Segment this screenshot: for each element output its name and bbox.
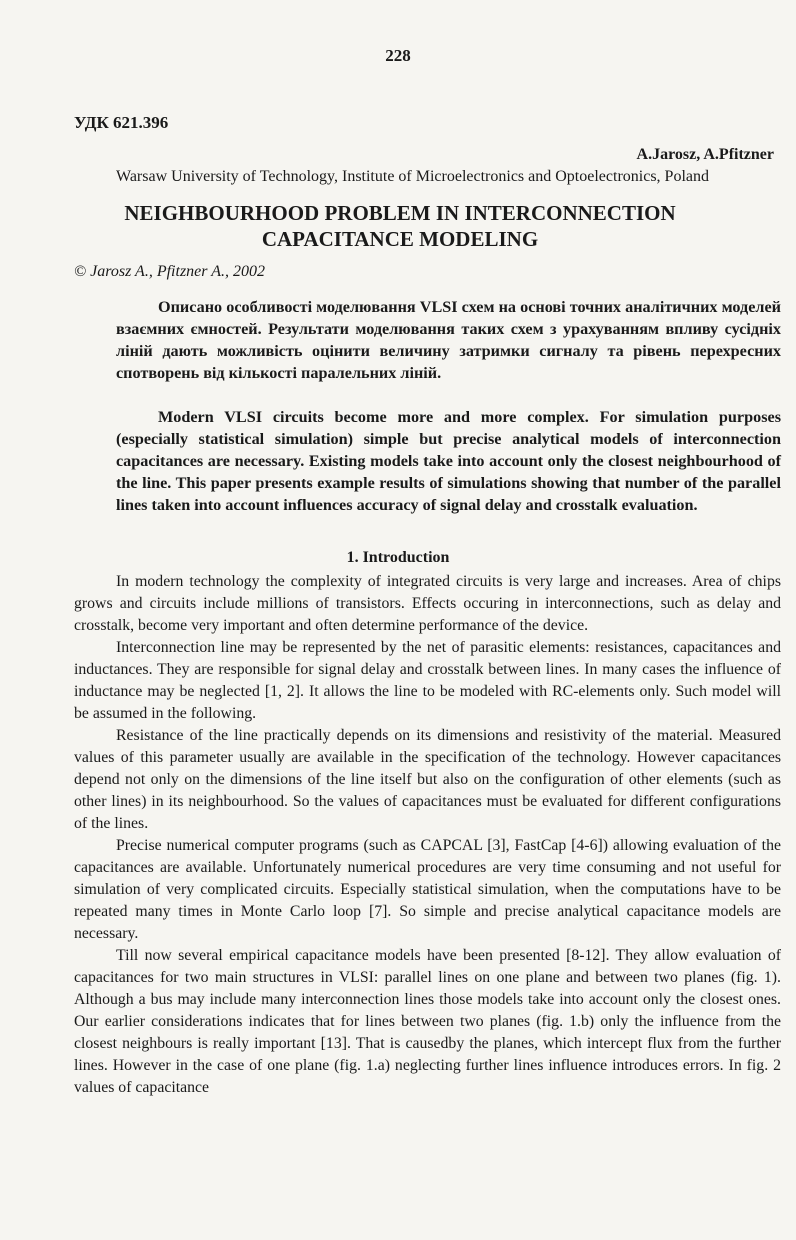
body-text [74, 571, 781, 1099]
paper-title [60, 200, 740, 252]
paragraph: Resistance of the line practically depends on its dimensions and resistivity of the material. Measured values of this parameter usually are available in the specification of the technology. However capacitances depend not only on the dimensions of the line itself but also on the configuration of other elements (such as other lines) in its neighbourhood. So the values of capacitances must be evaluated for different configurations of the lines. [74, 727, 781, 832]
paragraph: Till now several empirical capacitance models have been presented [8-12]. They allow evaluation of capacitances for two main structures in VLSI: parallel lines on one plane and between two planes (fig. 1). Although a bus may include many interconnection lines those models take into account only the closest ones. Our earlier considerations indicates that for lines between two planes (fig. 1.b) only the influence from the closest neighbours is really important [13]. That is causedby the planes, which intercept flux from the further lines. However in the case of one plane (fig. 1.a) neglecting further lines influence introduces errors. In fig. 2 values of capacitance [74, 947, 781, 1096]
title-line-1: NEIGHBOURHOOD PROBLEM IN INTERCONNECTION [124, 201, 676, 225]
section-heading: 1. Introduction [346, 549, 450, 566]
affiliation: Warsaw University of Technology, Institute of Microelectronics and Optoelectronics, Poland [116, 168, 709, 185]
page-number: 228 [385, 46, 411, 65]
paragraph: Precise numerical computer programs (such as CAPCAL [3], FastCap [4-6]) allowing evaluation of the capacitances are available. Unfortunately numerical procedures are very time consuming and not useful for simulation of very complicated circuits. Especially statistical simulation, when the computations have to be repeated many times in Monte Carlo loop [7]. So simple and precise analytical capacitance models are necessary. [74, 837, 781, 942]
authors: A.Jarosz, A.Pfitzner [636, 146, 774, 163]
abstract-english: Modern VLSI circuits become more and more complex. For simulation purposes (especially statistical simulation) simple but precise analytical models of interconnection capacitances are necessary. Existing models take into account only the closest neighbourhood of the line. This paper presents example results of simulations showing that number of the parallel lines taken into account influences accuracy of signal delay and crosstalk evaluation. [116, 408, 781, 514]
abstract-ukrainian: Описано особливості моделювання VLSI схем на основі точних аналітичних моделей взаємних ємностей. Результати моделювання таких схем з урахуванням впливу сусідніх ліній дають можливість оцінити величину затримки сигналу та рівень перехресних спотворень від кількості паралельних ліній. [116, 298, 781, 382]
paragraph: In modern technology the complexity of integrated circuits is very large and increases. Area of chips grows and circuits include millions of transistors. Effects occuring in interconnections, such as delay and crosstalk, become very important and often determine performance of the device. [74, 573, 781, 634]
copyright: © Jarosz A., Pfitzner A., 2002 [74, 263, 265, 280]
paragraph: Interconnection line may be represented by the net of parasitic elements: resistances, capacitances and inductances. They are responsible for signal delay and crosstalk between lines. In many cases the influence of inductance may be neglected [1, 2]. It allows the line to be modeled with RC-elements only. Such model will be assumed in the following. [74, 639, 781, 722]
udk-code: УДК 621.396 [74, 113, 169, 132]
title-line-2: CAPACITANCE MODELING [261, 227, 539, 251]
